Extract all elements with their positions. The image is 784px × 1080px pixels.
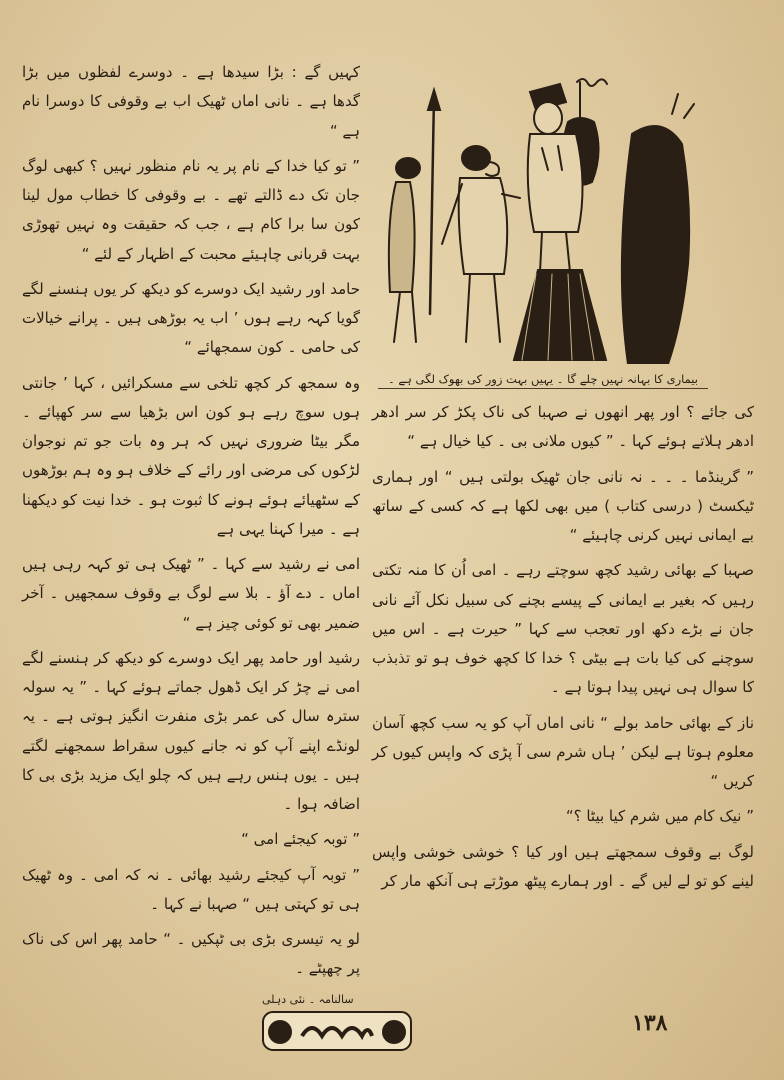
paragraph: حامد اور رشید ایک دوسرے کو دیکھ کر یوں ہنسنے لگے گویا کہہ رہے ہوں ’ اب یہ بوڑھی ہیں ۔ پرانے خیالات کی حامی ۔ کون سمجھائے “ [22, 279, 360, 357]
paragraph: وہ سمجھ کر کچھ تلخی سے مسکرائیں ، کہا ’ جانتی ہوں سوچ رہے ہو کون اس بڑھیا سے سر کھپائے ۔ مگر بیٹا ضروری نہیں کہ ہر وہ بات جو تم نوجوان لڑکوں کی مرضی اور رائے کے خلاف ہو وہ ہم بوڑھوں کے سٹھیائے ہوئے ہونے کا ثبوت ہو ۔ خدا نیت کو دیکھنا ہے ۔ میرا کہنا یہی ہے [22, 373, 360, 538]
paragraph: لوگ بے وقوف سمجھتے ہیں اور کیا ؟ خوشی خوشی واپس لینے کو تو لے لیں گے ۔ اور ہمارے پیٹھ موڑتے ہی آنکھ مار کر [372, 842, 754, 890]
paragraph: رشید اور حامد پھر ایک دوسرے کو دیکھ کر ہنسنے لگے امی نے چڑ کر ایک ڈھول جماتے ہوئے کہا ۔ ” یہ سولہ سترہ سال کی عمر بڑی منفرت انگیز ہوتی ہے ۔ یہ لونڈے اپنے آپ کو نہ جانے کیوں سقراط سمجھنے لگتے ہیں ۔ یوں ہنس رہے ہیں کہ چلو ایک مزید بڑی بی کا اضافہ ہوا ۔ [22, 648, 360, 813]
paragraph: ” گرینڈما ۔ ۔ ۔ نہ نانی جان ٹھیک بولتی ہیں “ اور ہماری ٹیکسٹ ( درسی کتاب ) میں بھی لکھا ہے کہ کسی کے ساتھ بے ایمانی نہیں کرنی چاہیئے “ [372, 467, 754, 544]
paragraph: لو یہ تیسری بڑی بی ٹپکیں ۔ “ حامد پھر اس کی ناک پر چھپٹے ۔ [22, 930, 360, 978]
paragraph: ” توبہ کیجئے امی “ [241, 830, 360, 849]
paragraph: ” نیک کام میں شرم کیا بیٹا ؟“ [565, 807, 754, 826]
left-text-column [22, 58, 360, 990]
paragraph: کی جائے ؟ اور پھر انھوں نے صہبا کی ناک پکڑ کر سر ادھر ادھر ہلاتے ہوئے کہا ۔ ” کیوں ملانی بی ۔ کیا خیال ہے “ [372, 403, 754, 451]
paragraph: کہیں گے : بڑا سیدھا ہے ۔ دوسرے لفظوں میں بڑا گدھا ہے ۔ نانی اماں ٹھیک اب بے وقوفی کا دوسرا نام ہے “ [22, 63, 360, 140]
paragraph: صہبا کے بھائی رشید کچھ سوچتے رہے ۔ امی اُن کا منہ تکتی رہیں کہ بغیر بے ایمانی کے پیسے بچنے کی سبیل نکل آئے نانی جان نے بڑے دکھ اور تعجب سے کہا ” حیرت ہے ۔ اس میں سوچنے کی کیا بات ہے بیٹی ؟ خدا کا کچھ خوف ہو تو تذبذب کا سوال ہی نہیں پیدا ہوتا ہے ۔ [372, 561, 754, 697]
footer-label: سالنامہ ۔ نئی دہلی [262, 993, 354, 1006]
paragraph: امی نے رشید سے کہا ۔ ” ٹھیک ہی تو کہہ رہی ہیں اماں ۔ دے آؤ ۔ بلا سے لوگ بے وقوف سمجھیں ۔ آخر ضمیر بھی تو کوئی چیز ہے “ [22, 555, 360, 632]
paragraph: ” تو کیا خدا کے نام پر یہ نام منظور نہیں ؟ کبھی لوگ جان تک دے ڈالتے تھے ۔ بے وقوفی کا خطاب مول لینا کون سا برا کام ہے ، جب کہ حقیقت وہ نہیں تھوڑی بہت قربانی چاہیئے محبت کے اظہار کے لئے “ [22, 156, 360, 263]
right-text-column [372, 398, 754, 902]
cartoon-illustration [372, 74, 712, 364]
paragraph: ناز کے بھائی حامد بولے “ نانی اماں آپ کو یہ سب کچھ آسان معلوم ہوتا ہے لیکن ’ ہاں شرم سی آ پڑی کہ واپس کیوں کر کریں “ [372, 713, 754, 790]
paragraph: ” توبہ آپ کیجئے رشید بھائی ۔ نہ کہ امی ۔ وہ ٹھیک ہی تو کہتی ہیں “ صہبا نے کہا ۔ [22, 865, 360, 913]
page-number: ۱۳۸ [632, 1010, 668, 1036]
magazine-logo [262, 1006, 412, 1054]
cartoon-caption: بیماری کا بہانہ نہیں چلے گا ۔ یہیں بہت زور کی بھوک لگی ہے ۔ [378, 372, 708, 389]
